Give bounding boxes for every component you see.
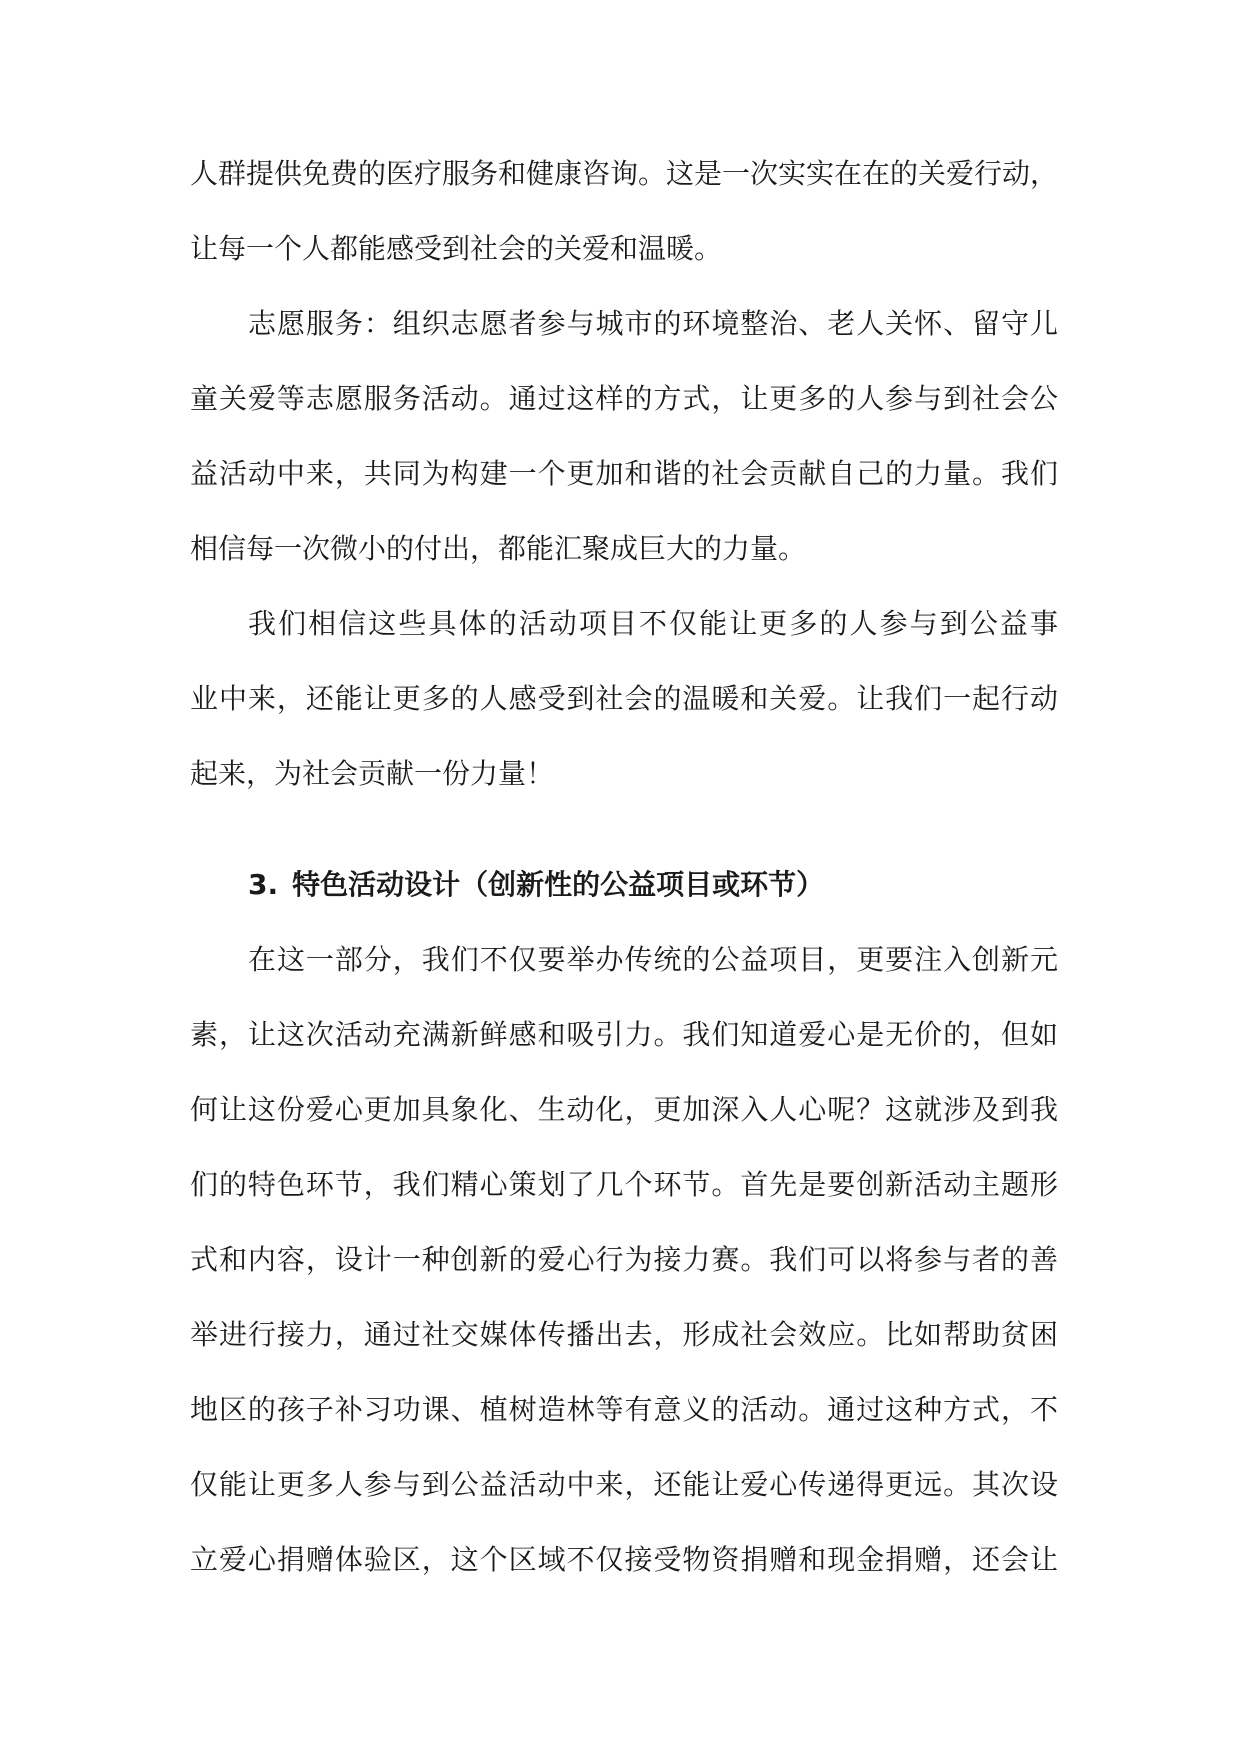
text-line: 志愿服务：组织志愿者参与城市的环境整治、老人关怀、留守儿 [248, 307, 1058, 340]
document-body [190, 136, 1058, 1597]
section-title: 特色活动设计（创新性的公益项目或环节） [292, 868, 825, 901]
text-line: 业中来，还能让更多的人感受到社会的温暖和关爱。让我们一起行动 [190, 682, 1058, 715]
text-line: 式和内容，设计一种创新的爱心行为接力赛。我们可以将参与者的善 [190, 1243, 1058, 1276]
text-line: 们的特色环节，我们精心策划了几个环节。首先是要创新活动主题形 [190, 1168, 1058, 1201]
section-number: 3. [248, 868, 279, 901]
text-line: 何让这份爱心更加具象化、生动化，更加深入人心呢？这就涉及到我 [190, 1093, 1058, 1126]
text-line: 在这一部分，我们不仅要举办传统的公益项目，更要注入创新元 [248, 943, 1058, 976]
paragraph-featured-activities [190, 922, 1058, 1597]
text-line: 益活动中来，共同为构建一个更加和谐的社会贡献自己的力量。我们 [190, 457, 1058, 490]
text-line: 地区的孩子补习功课、植树造林等有意义的活动。通过这种方式，不 [190, 1393, 1058, 1426]
text-line: 举进行接力，通过社交媒体传播出去，形成社会效应。比如帮助贫困 [190, 1318, 1058, 1351]
paragraph-medical-service [190, 136, 1058, 286]
section-spacer [190, 811, 1058, 847]
text-line: 相信每一次微小的付出，都能汇聚成巨大的力量。 [190, 532, 807, 565]
section-heading [190, 847, 1058, 922]
paragraph-volunteer-service [190, 286, 1058, 586]
text-line: 立爱心捐赠体验区，这个区域不仅接受物资捐赠和现金捐赠，还会让 [190, 1543, 1058, 1576]
text-line: 我们相信这些具体的活动项目不仅能让更多的人参与到公益事 [248, 607, 1058, 640]
text-line: 童关爱等志愿服务活动。通过这样的方式，让更多的人参与到社会公 [190, 382, 1058, 415]
text-line: 起来，为社会贡献一份力量！ [190, 757, 555, 790]
text-line: 仅能让更多人参与到公益活动中来，还能让爱心传递得更远。其次设 [190, 1468, 1058, 1501]
text-line: 人群提供免费的医疗服务和健康咨询。这是一次实实在在的关爱行动， [190, 157, 1059, 190]
paragraph-summary [190, 586, 1058, 811]
text-line: 让每一个人都能感受到社会的关爱和温暖。 [190, 232, 723, 265]
text-line: 素，让这次活动充满新鲜感和吸引力。我们知道爱心是无价的，但如 [190, 1018, 1058, 1051]
